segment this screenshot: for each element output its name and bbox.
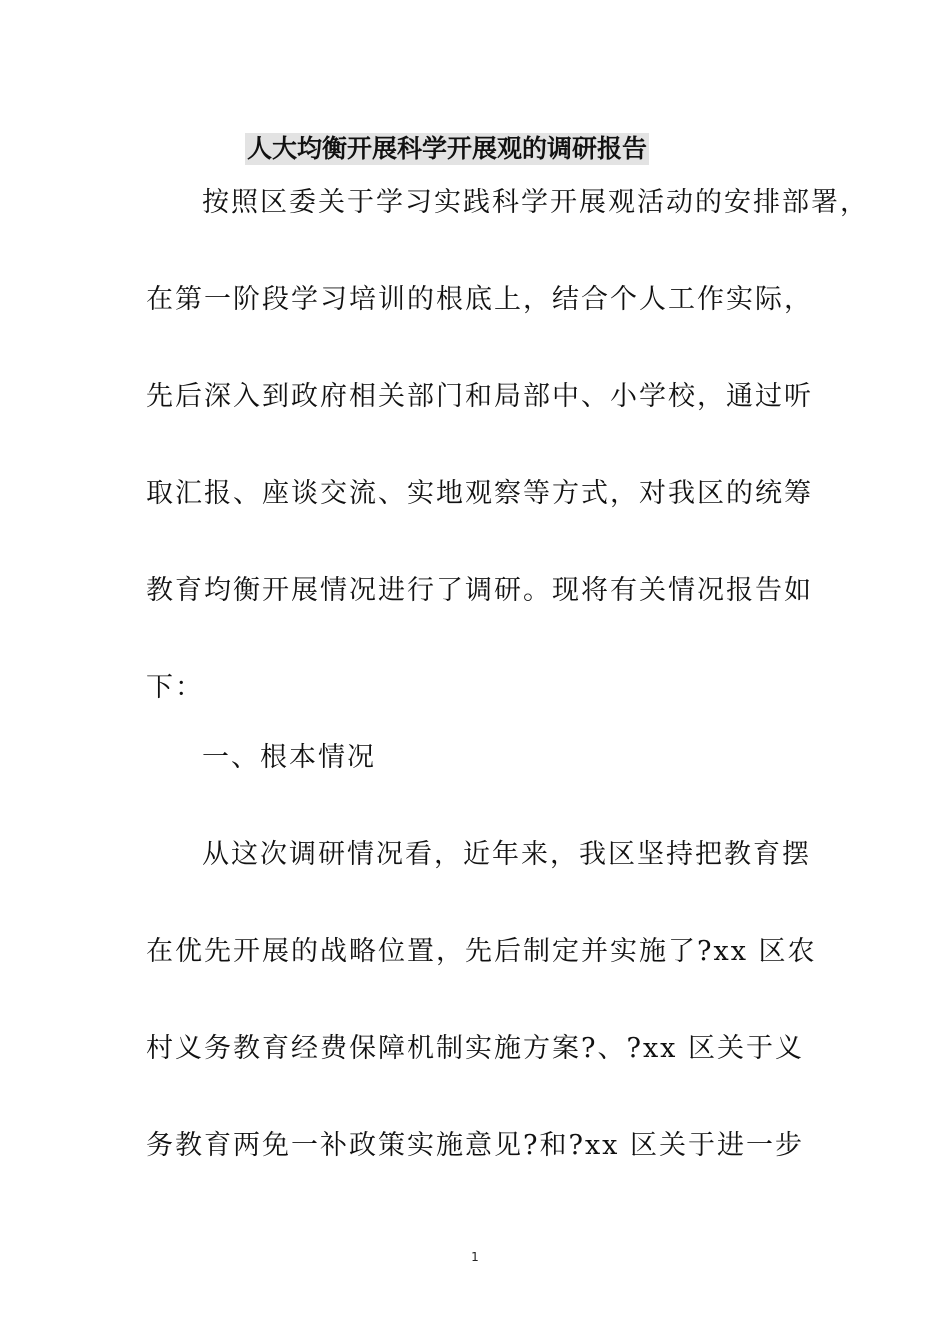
paragraph-line: 下： xyxy=(146,672,204,703)
paragraph-line: 教育均衡开展情况进行了调研。现将有关情况报告如 xyxy=(146,575,813,606)
paragraph-line: 在优先开展的战略位置，先后制定并实施了?xx 区农 xyxy=(146,936,817,967)
paragraph-line: 取汇报、座谈交流、实地观察等方式，对我区的统筹 xyxy=(146,478,813,509)
document-title: 人大均衡开展科学开展观的调研报告 xyxy=(247,134,648,163)
page-number: 1 xyxy=(471,1250,479,1264)
paragraph-line: 按照区委关于学习实践科学开展观活动的安排部署， xyxy=(202,187,869,218)
paragraph-line: 务教育两免一补政策实施意见?和?xx 区关于进一步 xyxy=(146,1130,804,1161)
section-heading: 一、根本情况 xyxy=(202,742,376,773)
paragraph-line: 在第一阶段学习培训的根底上，结合个人工作实际， xyxy=(146,284,813,315)
paragraph-line: 先后深入到政府相关部门和局部中、小学校，通过听 xyxy=(146,381,813,412)
paragraph-line: 村义务教育经费保障机制实施方案?、?xx 区关于义 xyxy=(146,1033,804,1064)
paragraph-line: 从这次调研情况看，近年来，我区坚持把教育摆 xyxy=(202,839,811,870)
